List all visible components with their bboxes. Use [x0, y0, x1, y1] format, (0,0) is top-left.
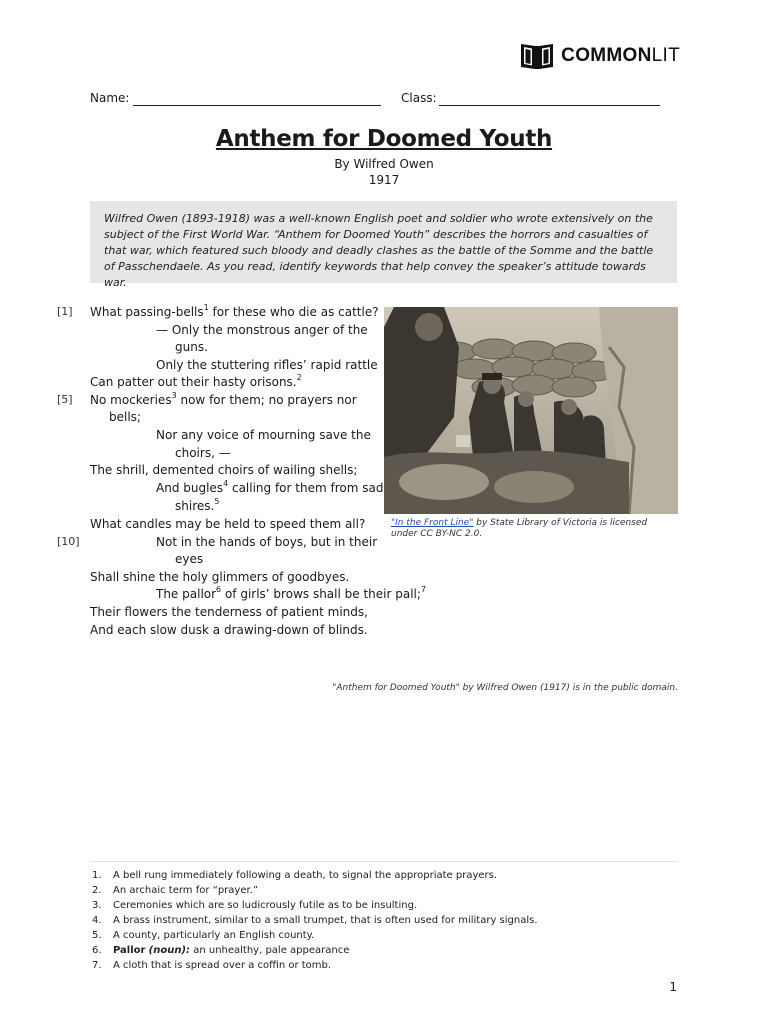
poem-line: The shrill, demented choirs of wailing shells; — [90, 463, 358, 477]
line-number: [1] — [57, 305, 73, 318]
logo-text: COMMONLIT — [561, 45, 680, 66]
poem-line: Their flowers the tenderness of patient minds, — [90, 605, 368, 619]
poem-line: — Only the monstrous anger of the — [156, 323, 368, 337]
line-number: [5] — [57, 393, 73, 406]
poem-line: Shall shine the holy glimmers of goodbyes. — [90, 570, 350, 584]
open-book-icon — [519, 41, 555, 71]
image-caption: "In the Front Line" by State Library of Victoria is licensed under CC BY-NC 2.0. — [391, 518, 648, 539]
year: 1917 — [368, 173, 400, 187]
poem-line: Nor any voice of mourning save the — [156, 428, 371, 442]
line-number: [10] — [57, 535, 80, 548]
page-number: 1 — [669, 980, 677, 994]
trench-photo — [384, 307, 678, 514]
poem-line: choirs, — — [175, 446, 231, 460]
name-label: Name: — [90, 91, 130, 105]
poem-line: Not in the hands of boys, but in their — [156, 535, 378, 549]
page-title: Anthem for Doomed Youth — [215, 126, 553, 152]
poem-line: No mockeries$^3$ now for them; no prayers nor — [90, 391, 357, 407]
poem-line: What passing-bells$^1$ for these who die as cattle? — [90, 303, 379, 319]
image-source-link[interactable]: "In the Front Line" — [391, 518, 474, 528]
class-field[interactable] — [439, 105, 660, 106]
poem-line: eyes — [175, 552, 204, 566]
poem-line: What candles may be held to speed them all? — [90, 517, 366, 531]
intro-box: Wilfred Owen (1893-1918) was a well-known English poet and soldier who wrote extensively on the subject of the First World War. “Anthem for Doomed Youth” describes the horrors and casualties of that war, which featured such bloody and deadly clashes as the battle of the Somme and the battle of Passchendaele. As you read, identify keywords that help convey the speaker’s attitude towards war. — [90, 201, 677, 283]
poem-line: Only the stuttering rifles’ rapid rattle — [156, 358, 378, 372]
class-label: Class: — [401, 91, 437, 105]
poem-line: bells; — [109, 410, 141, 424]
poem-line: The pallor$^6$ of girls’ brows shall be their pall;$^7$ — [156, 585, 427, 601]
public-domain-note: "Anthem for Doomed Youth" by Wilfred Owen (1917) is in the public domain. — [332, 683, 678, 693]
poem-line: And bugles$^4$ calling for them from sad — [156, 479, 384, 495]
footnote-divider — [90, 861, 678, 862]
poem-line: shires.$^5$ — [175, 497, 220, 513]
name-field[interactable] — [133, 105, 381, 106]
poem-line: guns. — [175, 340, 208, 354]
poem-line: And each slow dusk a drawing-down of blinds. — [90, 623, 368, 637]
commonlit-logo — [519, 41, 680, 71]
poem-line: Can patter out their hasty orisons.$^2$ — [90, 373, 302, 389]
byline: By Wilfred Owen — [334, 157, 434, 171]
